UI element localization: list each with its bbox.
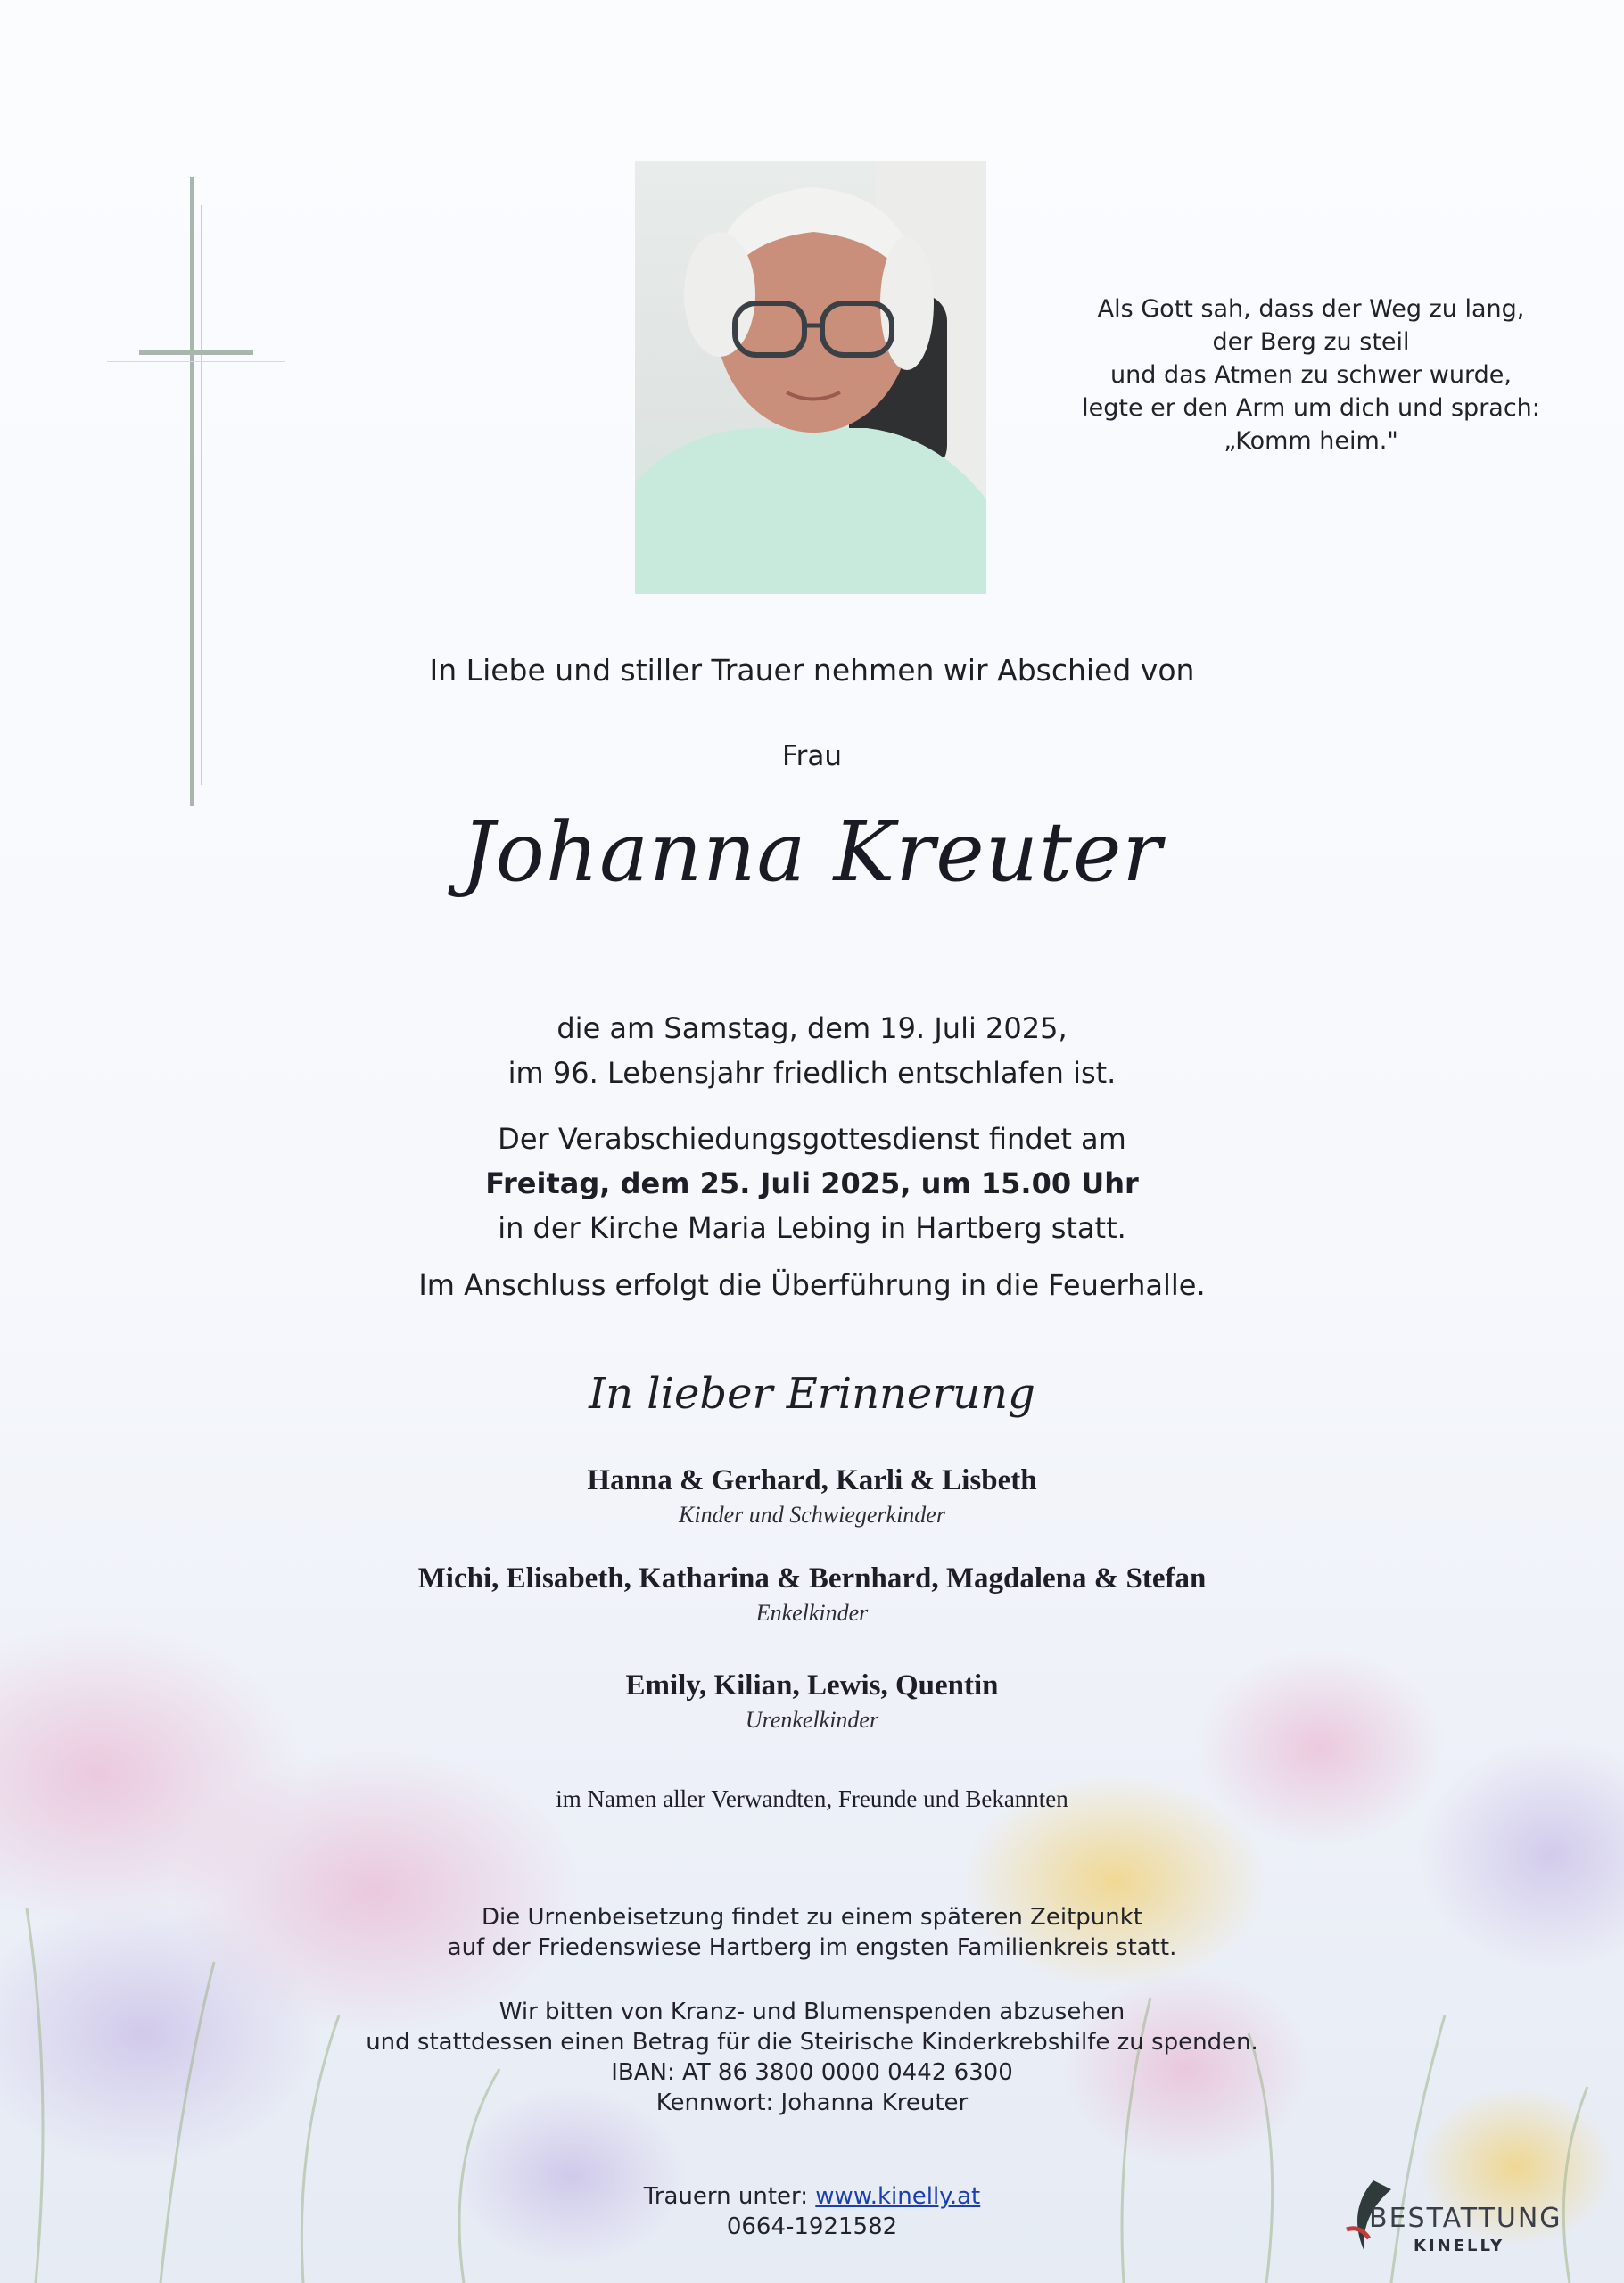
poem (1061, 293, 1561, 457)
keyword: Kennwort: Johanna Kreuter (655, 2089, 969, 2116)
mourner-names: Michi, Elisabeth, Katharina & Bernhard, Magdalena & Stefan (417, 1562, 1207, 1595)
service-line: in der Kirche Maria Lebing in Hartberg statt. (498, 1211, 1126, 1245)
death-notice (0, 1006, 1624, 1095)
donation-line: und stattdessen einen Betrag für die Steirische Kinderkrebshilfe zu spenden. (366, 2029, 1258, 2056)
mourner-names: Emily, Kilian, Lewis, Quentin (625, 1669, 999, 1702)
mourner-names: Hanna & Gerhard, Karli & Lisbeth (587, 1464, 1037, 1496)
death-line: die am Samstag, dem 19. Juli 2025, (556, 1011, 1068, 1045)
urn-line: Die Urnenbeisetzung findet zu einem späteren Zeitpunkt (481, 1904, 1142, 1931)
portrait-photo (635, 161, 986, 594)
service-date: Freitag, dem 25. Juli 2025, um 15.00 Uhr (485, 1166, 1139, 1200)
cross-line (201, 205, 202, 785)
poem-line: der Berg zu steil (1212, 328, 1410, 356)
website-link[interactable]: www.kinelly.at (815, 2183, 981, 2210)
poem-line: und das Atmen zu schwer wurde, (1110, 361, 1512, 389)
on-behalf-text: im Namen aller Verwandten, Freunde und Bekannten (556, 1785, 1068, 1812)
cross-crossbar (139, 350, 253, 355)
urn-notice (0, 1902, 1624, 1963)
salutation: Frau (782, 740, 842, 772)
contact-label: Trauern unter: (643, 2183, 816, 2210)
memory-heading: In lieber Erinnerung (589, 1369, 1035, 1419)
urn-line: auf der Friedenswiese Hartberg im engsten Familienkreis statt. (447, 1934, 1177, 1961)
death-line: im 96. Lebensjahr friedlich entschlafen ist. (507, 1056, 1117, 1090)
cross-line (107, 361, 285, 362)
deceased-name: Johanna Kreuter (461, 804, 1163, 900)
poem-line: „Komm heim." (1224, 427, 1398, 455)
cross-icon (190, 177, 194, 806)
phone-number: 0664-1921582 (726, 2213, 898, 2240)
intro-text: In Liebe und stiller Trauer nehmen wir Abschied von (429, 653, 1195, 688)
iban: IBAN: AT 86 3800 0000 0442 6300 (611, 2059, 1013, 2086)
logo-sub-text: KINELLY (1414, 2237, 1505, 2255)
poem-line: legte er den Arm um dich und sprach: (1082, 394, 1540, 422)
logo-main-text: BESTATTUNG (1369, 2203, 1562, 2234)
poem-line: Als Gott sah, dass der Weg zu lang, (1097, 295, 1525, 323)
donation-notice (0, 1997, 1624, 2118)
mourner-relation: Enkelkinder (755, 1600, 869, 1626)
service-line: Der Verabschiedungsgottesdienst findet am (498, 1122, 1126, 1156)
transfer-notice: Im Anschluss erfolgt die Überführung in die Feuerhalle. (418, 1268, 1206, 1302)
mourner-relation: Kinder und Schwiegerkinder (679, 1502, 945, 1528)
service-notice (0, 1117, 1624, 1250)
donation-line: Wir bitten von Kranz- und Blumenspenden abzusehen (499, 1999, 1125, 2025)
mourner-relation: Urenkelkinder (745, 1707, 879, 1733)
